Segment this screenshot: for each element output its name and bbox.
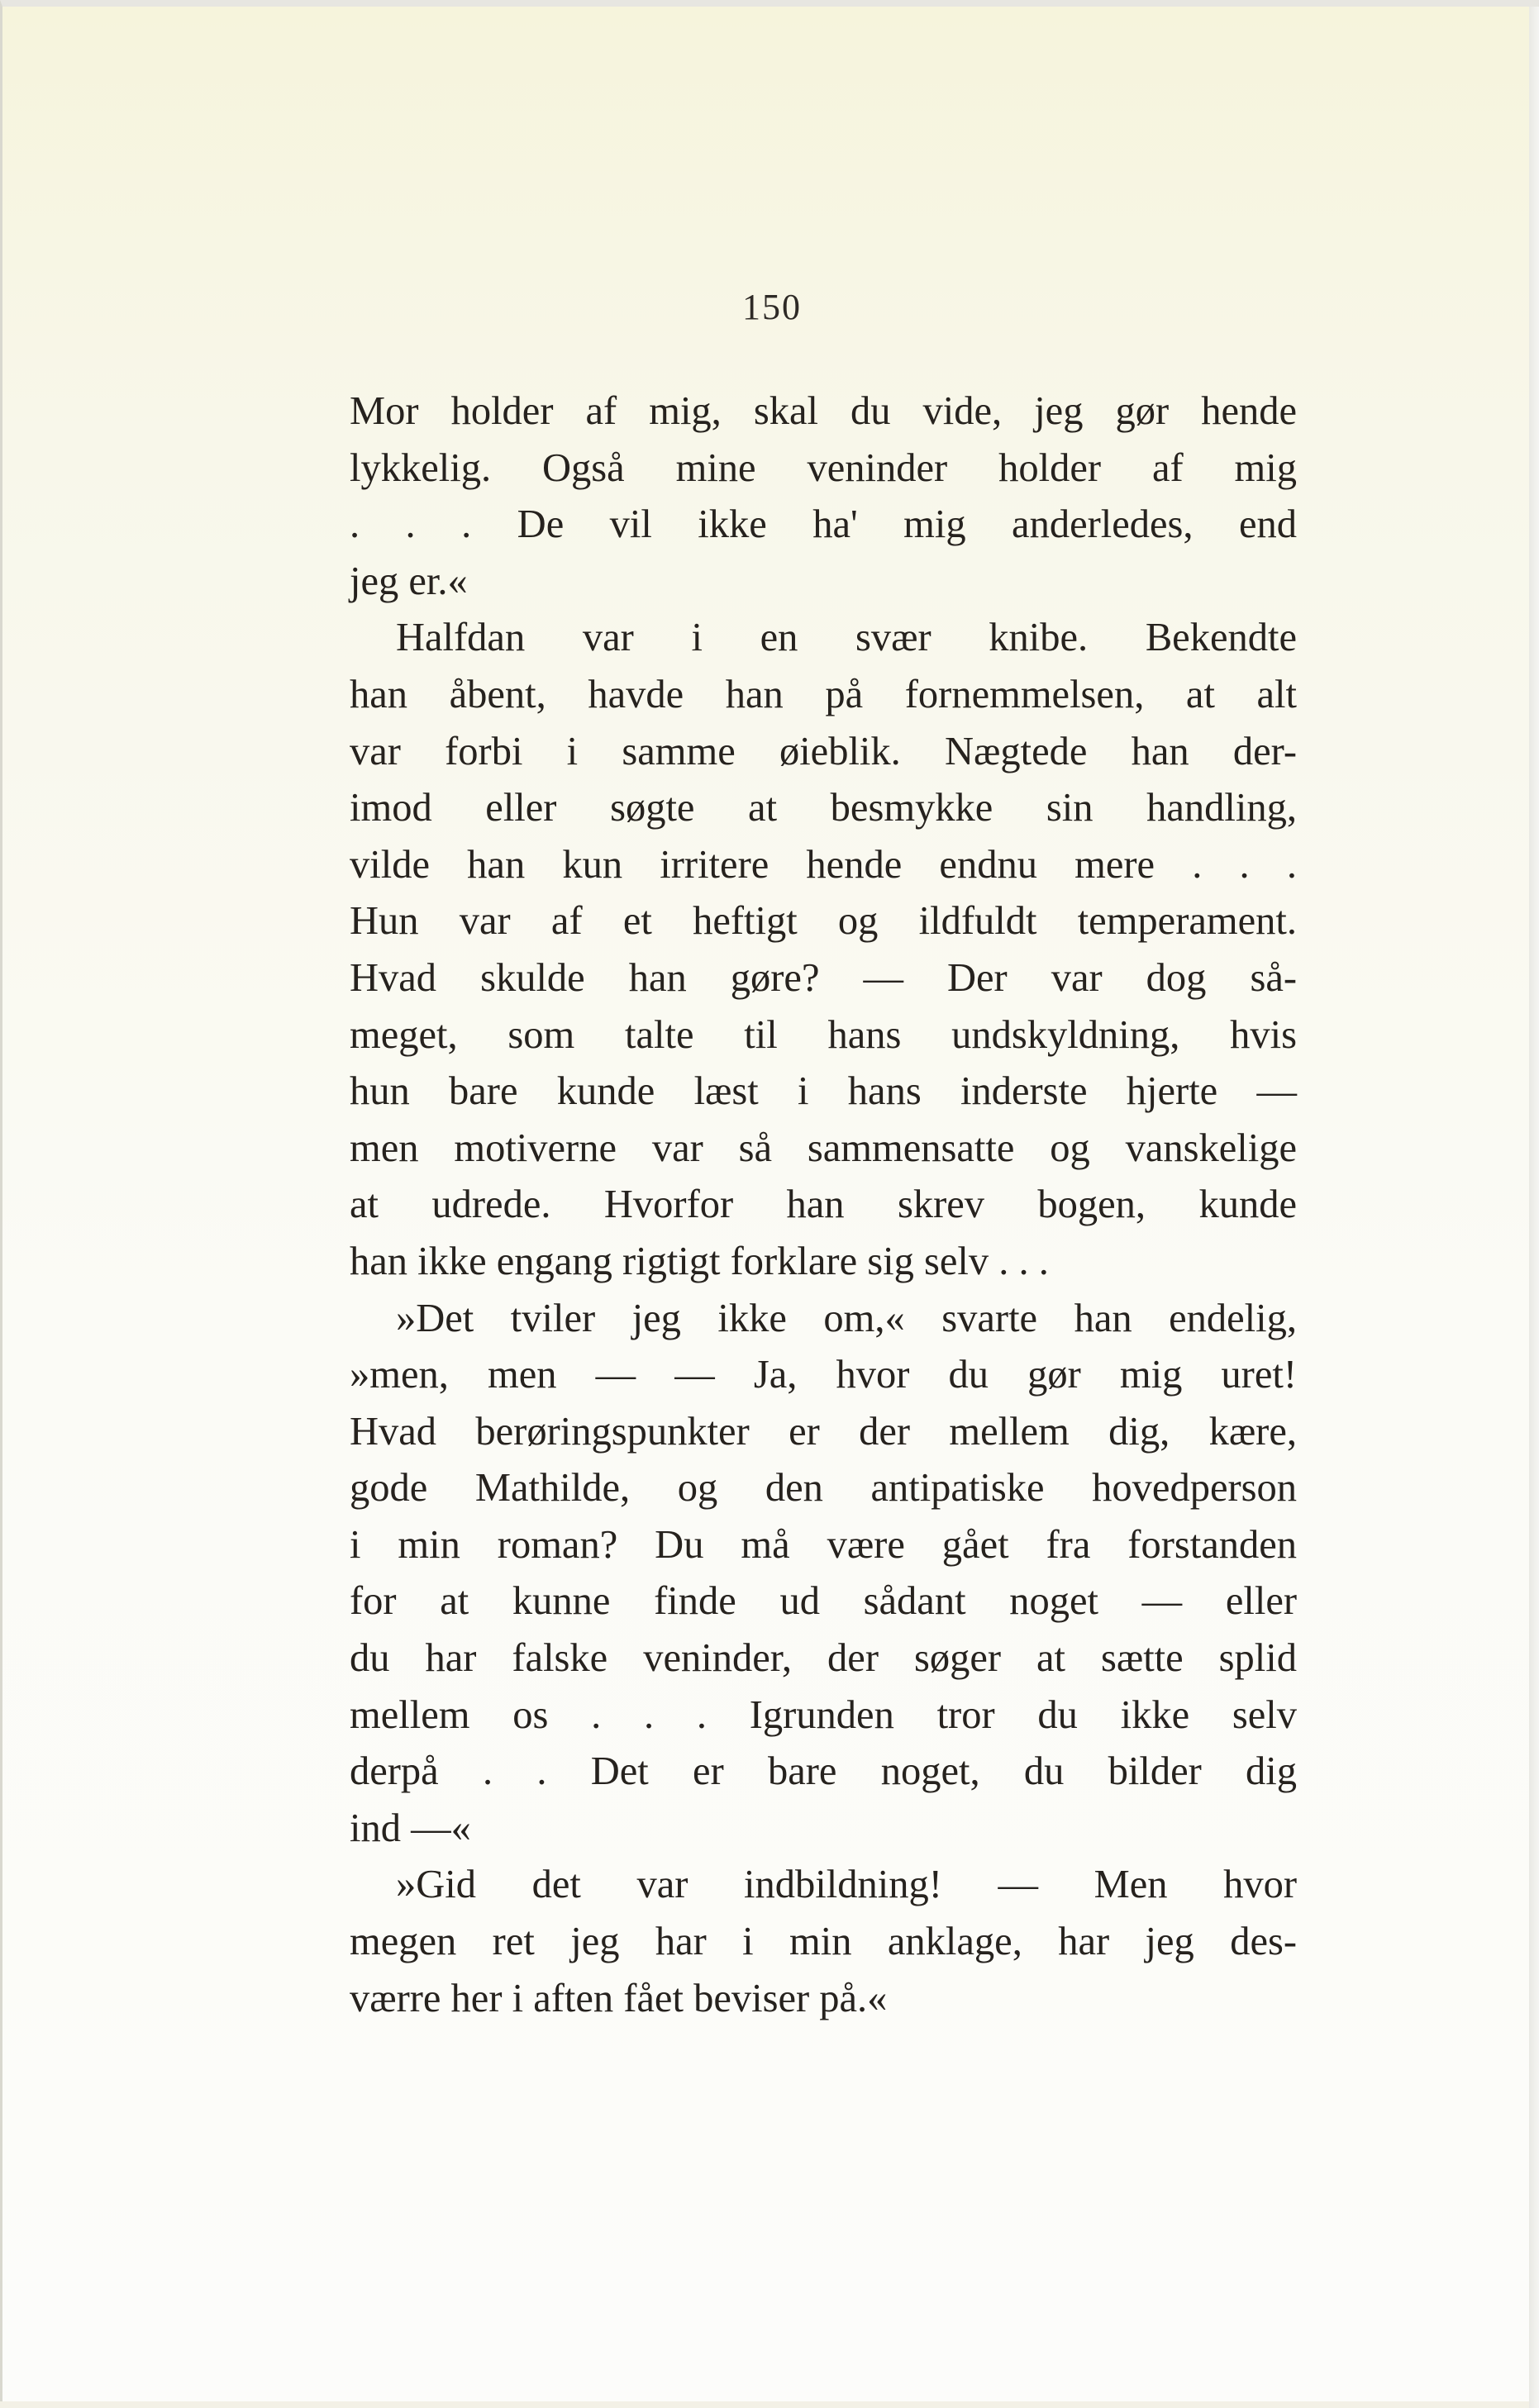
text-line: Hvad berøringspunkter er der mellem dig, kære, (350, 1409, 1297, 1454)
text-line: hun bare kunde læst i hans inderste hjerte — (350, 1069, 1297, 1114)
text-line: var forbi i samme øieblik. Nægtede han der- (350, 729, 1297, 773)
text-line: du har falske veninder, der søger at sætte splid (350, 1636, 1297, 1681)
body-text (350, 383, 1297, 2027)
text-line: . . . De vil ikke ha' mig anderledes, end (350, 502, 1297, 547)
text-line: for at kunne finde ud sådant noget — eller (350, 1579, 1297, 1624)
text-line: ind —« (350, 1806, 471, 1850)
text-line: han åbent, havde han på fornemmelsen, at alt (350, 672, 1297, 716)
text-line: mellem os . . . Igrunden tror du ikke selv (350, 1692, 1297, 1737)
text-line: lykkelig. Også mine veninder holder af mig (350, 445, 1297, 490)
text-line: imod eller søgte at besmykke sin handling, (350, 786, 1297, 830)
page-edge-shadow (1529, 7, 1539, 2408)
text-line: han ikke engang rigtigt forklare sig selv . . . (350, 1239, 1049, 1283)
text-line: værre her i aften fået beviser på.« (350, 1976, 888, 2020)
text-line: »men, men — — Ja, hvor du gør mig uret! (350, 1353, 1297, 1397)
text-line: Hvad skulde han gøre? — Der var dog så- (350, 955, 1297, 1000)
text-line: Halfdan var i en svær knibe. Bekendte (396, 616, 1297, 660)
text-line: meget, som talte til hans undskyldning, hvis (350, 1012, 1297, 1057)
text-line: i min roman? Du må være gået fra forstanden (350, 1522, 1297, 1567)
text-line: vilde han kun irritere hende endnu mere . . . (350, 842, 1297, 887)
text-line: at udrede. Hvorfor han skrev bogen, kunde (350, 1183, 1297, 1227)
text-line: Mor holder af mig, skal du vide, jeg gør hende (350, 389, 1297, 433)
text-line: »Gid det var indbildning! — Men hvor (396, 1863, 1297, 1907)
text-line: men motiverne var så sammensatte og vanskelige (350, 1125, 1297, 1170)
text-line: Hun var af et heftigt og ildfuldt temperament. (350, 899, 1297, 944)
text-line: jeg er.« (350, 559, 468, 603)
text-line: gode Mathilde, og den antipatiske hovedperson (350, 1466, 1297, 1511)
text-line: megen ret jeg har i min anklage, har jeg des- (350, 1920, 1297, 1964)
text-line: derpå . . Det er bare noget, du bilder dig (350, 1749, 1297, 1794)
text-line: »Det tviler jeg ikke om,« svarte han endelig, (396, 1296, 1297, 1340)
page-number: 150 (742, 287, 802, 327)
